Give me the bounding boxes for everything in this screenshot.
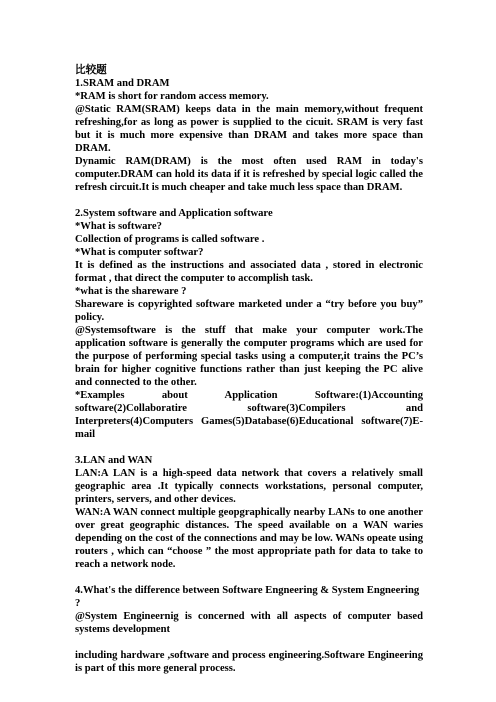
- paragraph: @Static RAM(SRAM) keeps data in the main memory,without frequent refreshing,for as long as power is supplied to the cicuit. SRAM is very fast but it is much more expensive than DRAM and takes more space than DRAM.: [75, 104, 423, 154]
- paragraph: WAN:A WAN connect multiple geopgraphically nearby LANs to one another over great geographic distances. The speed available on a WAN waries depending on the cost of the connections and may be low. WANs opeate using routers , which can “choose ” the most appropriate path for data to take to reach a network node.: [75, 507, 423, 570]
- paragraph: *What is software?: [75, 221, 162, 232]
- paragraph: Collection of programs is called software .: [75, 234, 265, 245]
- paragraph: *Examples about Application Software:(1)Accounting software(2)Collaboratire software(3)Compilers and Interpreters(4)Computers Games(5)Database(6)Educational software(7)E-mail: [75, 390, 423, 440]
- paragraph: *RAM is short for random access memory.: [75, 91, 269, 102]
- section-heading: 2.System software and Application software: [75, 208, 273, 219]
- spacer: [75, 441, 423, 454]
- section-heading: 3.LAN and WAN: [75, 455, 153, 466]
- section-heading: 4.What's the difference between Software Engneering & System Engneering ?: [75, 585, 420, 609]
- spacer: [75, 571, 423, 584]
- spacer: [75, 194, 423, 207]
- document-title: 比较题: [75, 65, 107, 76]
- paragraph: @Systemsoftware is the stuff that make your computer work.The application software is generally the computer programs which are used for the purpose of performing special tasks using a computer,it trains the PC’s brain for higher cognitive functions rather than just keeping the PC alive and connected to the other.: [75, 325, 423, 388]
- spacer: [75, 636, 423, 649]
- document-page: [75, 64, 423, 675]
- paragraph: Dynamic RAM(DRAM) is the most often used RAM in today's computer.DRAM can hold its data if it is refreshed by special logic called the refresh circuit.It is much cheaper and take much less space than DRAM.: [75, 156, 423, 193]
- section-heading: 1.SRAM and DRAM: [75, 78, 170, 89]
- paragraph: *what is the shareware ?: [75, 286, 187, 297]
- paragraph: *What is computer softwar?: [75, 247, 204, 258]
- paragraph: including hardware ,software and process engineering.Software Engineering is part of this more general process.: [75, 650, 423, 674]
- paragraph: Shareware is copyrighted software marketed under a “try before you buy” policy.: [75, 299, 423, 323]
- paragraph: It is defined as the instructions and associated data , stored in electronic format , that direct the computer to accomplish task.: [75, 260, 423, 284]
- paragraph: @System Engineernig is concerned with all aspects of computer based systems development: [75, 611, 423, 635]
- paragraph: LAN:A LAN is a high-speed data network that covers a relatively small geographic area .It typically connects workstations, personal computer, printers, servers, and other devices.: [75, 468, 423, 505]
